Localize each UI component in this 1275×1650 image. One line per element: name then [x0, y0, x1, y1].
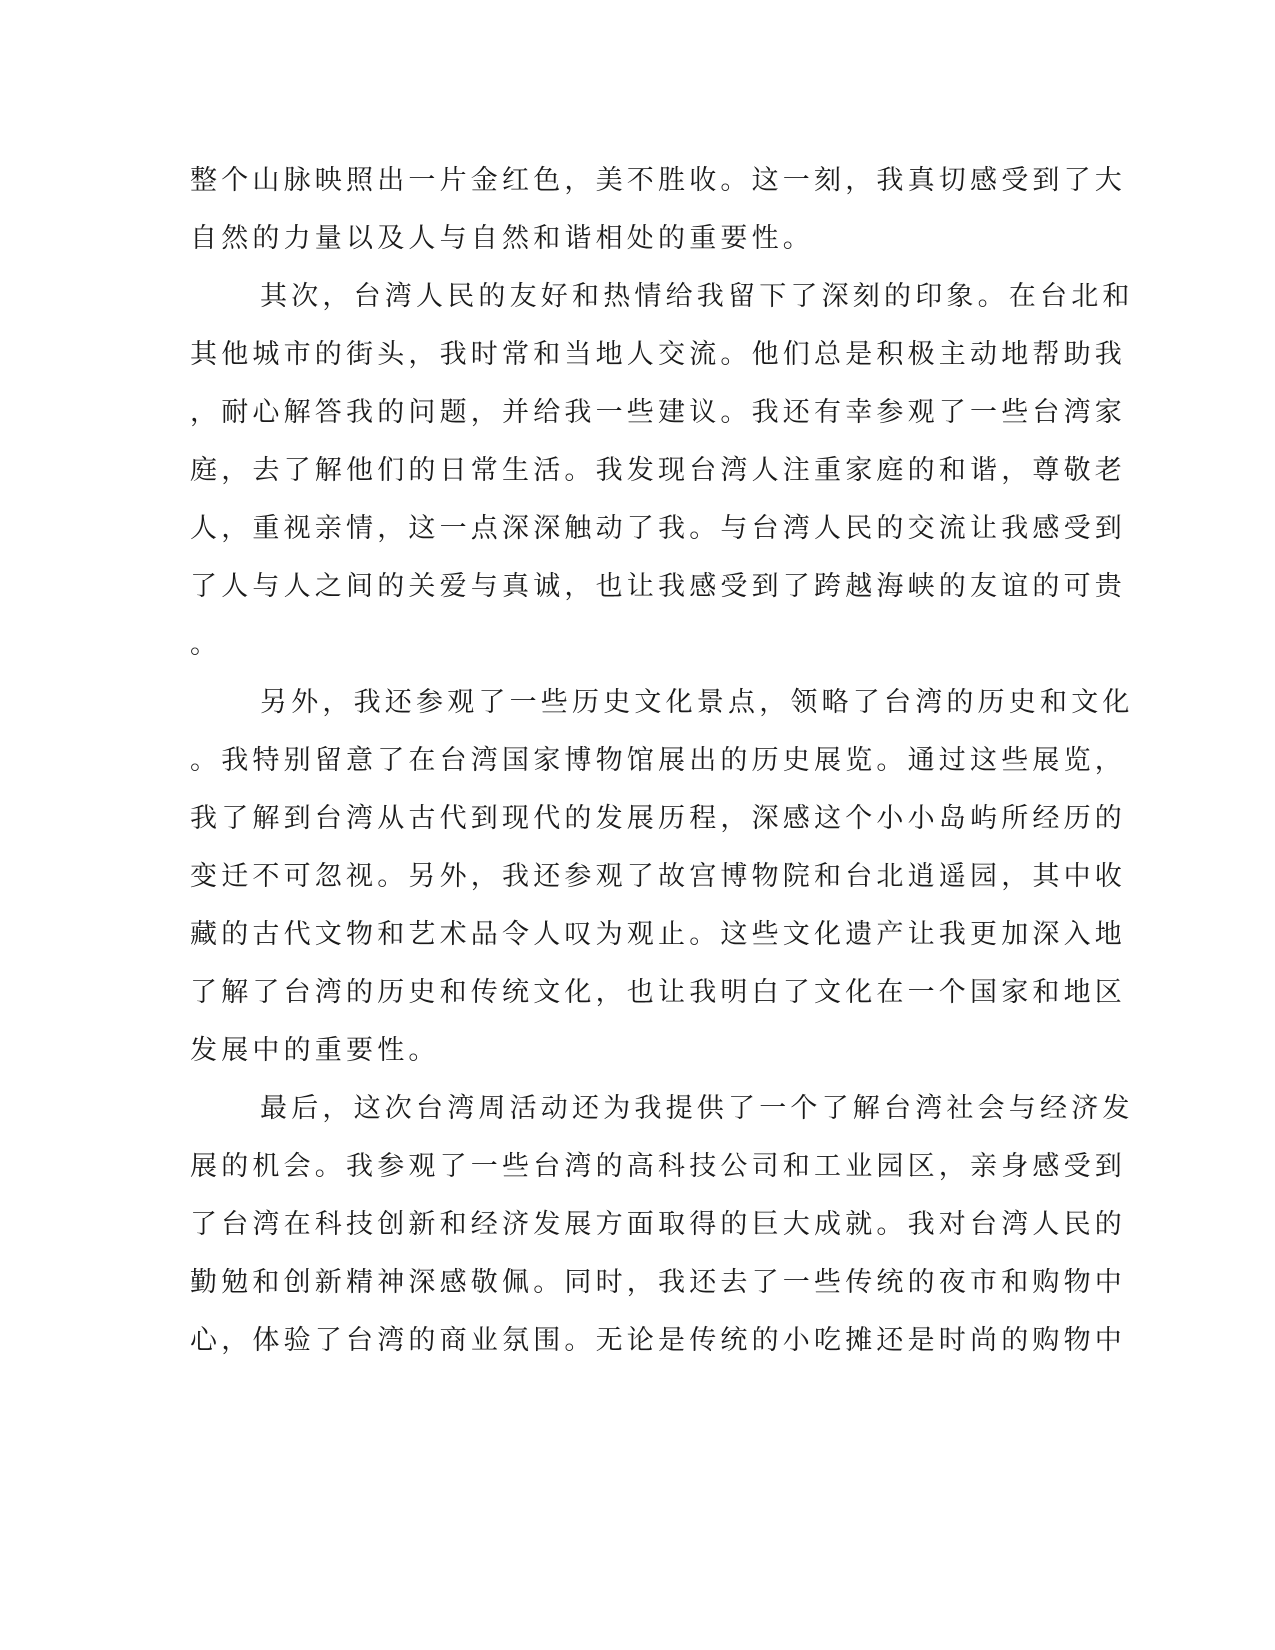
text-line: 发展中的重要性。	[190, 1035, 440, 1066]
text-line: 心，体验了台湾的商业氛围。无论是传统的小吃摊还是时尚的购物中	[190, 1325, 1126, 1356]
paragraph-start-line: 最后，这次台湾周活动还为我提供了一个了解台湾社会与经济发	[260, 1093, 1134, 1124]
text-line: 人，重视亲情，这一点深深触动了我。与台湾人民的交流让我感受到	[190, 513, 1126, 544]
text-line: 自然的力量以及人与自然和谐相处的重要性。	[190, 223, 814, 254]
text-line: 变迁不可忽视。另外，我还参观了故宫博物院和台北逍遥园，其中收	[190, 861, 1126, 892]
paragraph-start-line: 另外，我还参观了一些历史文化景点，领略了台湾的历史和文化	[260, 687, 1134, 718]
text-line: 庭，去了解他们的日常生活。我发现台湾人注重家庭的和谐，尊敬老	[190, 455, 1126, 486]
text-line: 了解了台湾的历史和传统文化，也让我明白了文化在一个国家和地区	[190, 977, 1126, 1008]
text-line: 其他城市的街头，我时常和当地人交流。他们总是积极主动地帮助我	[190, 339, 1126, 370]
text-line: ，耐心解答我的问题，并给我一些建议。我还有幸参观了一些台湾家	[190, 397, 1126, 428]
text-line: 展的机会。我参观了一些台湾的高科技公司和工业园区，亲身感受到	[190, 1151, 1126, 1182]
text-line: 勤勉和创新精神深感敬佩。同时，我还去了一些传统的夜市和购物中	[190, 1267, 1126, 1298]
text-line: 了台湾在科技创新和经济发展方面取得的巨大成就。我对台湾人民的	[190, 1209, 1126, 1240]
text-line: 整个山脉映照出一片金红色，美不胜收。这一刻，我真切感受到了大	[190, 165, 1126, 196]
text-line: 。	[190, 629, 222, 660]
text-line: 了人与人之间的关爱与真诚，也让我感受到了跨越海峡的友谊的可贵	[190, 571, 1126, 602]
text-line: 我了解到台湾从古代到现代的发展历程，深感这个小小岛屿所经历的	[190, 803, 1126, 834]
paragraph-start-line: 其次，台湾人民的友好和热情给我留下了深刻的印象。在台北和	[260, 281, 1134, 312]
text-line: 。我特别留意了在台湾国家博物馆展出的历史展览。通过这些展览，	[190, 745, 1126, 776]
text-line: 藏的古代文物和艺术品令人叹为观止。这些文化遗产让我更加深入地	[190, 919, 1126, 950]
